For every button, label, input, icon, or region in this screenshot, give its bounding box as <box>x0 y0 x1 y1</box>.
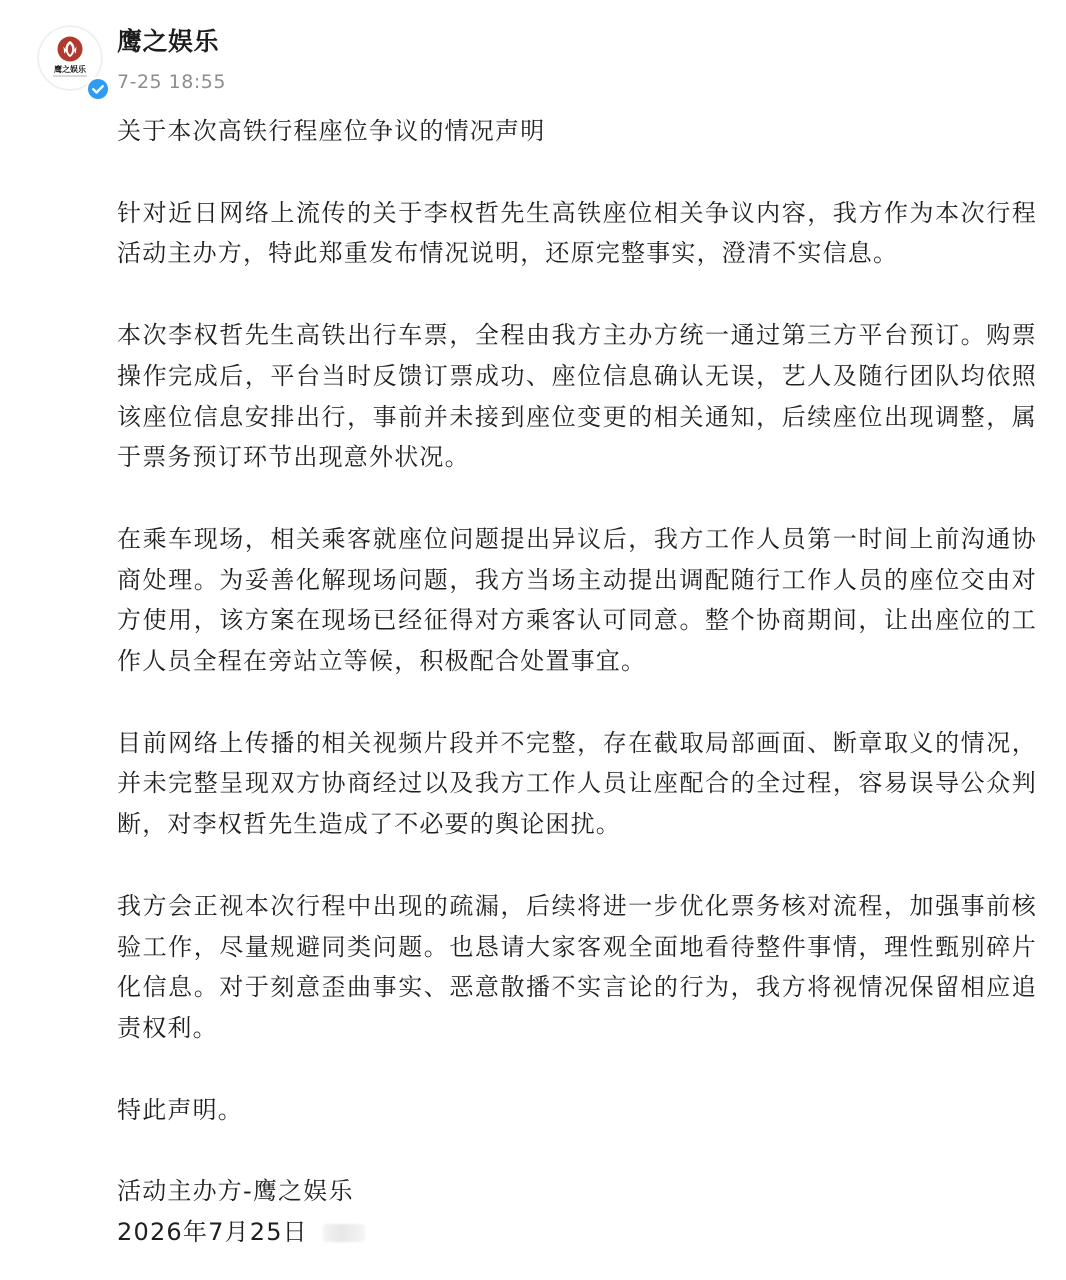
author-name[interactable]: 鹰之娱乐 <box>117 27 220 56</box>
signature-block <box>117 1171 1037 1252</box>
signature-date: 2026年7月25日 <box>117 1218 308 1247</box>
post-header <box>38 26 1028 106</box>
signature-date-row <box>117 1212 365 1253</box>
statement-paragraph: 针对近日网络上流传的关于李权哲先生高铁座位相关争议内容，我方作为本次行程活动主办方，特此郑重发布情况说明，还原完整事实，澄清不实信息。 <box>117 198 1037 268</box>
avatar-divider <box>53 75 87 77</box>
post-timestamp: 7-25 18:55 <box>117 71 226 93</box>
avatar-brand-text: 鹰之娱乐 <box>54 65 86 74</box>
statement-paragraph: 目前网络上传播的相关视频片段并不完整，存在截取局部画面、断章取义的情况，并未完整呈现双方协商经过以及我方工作人员让座配合的全过程，容易误导公众判断，对李权哲先生造成了不必要的舆论困扰。 <box>117 728 1037 839</box>
blurred-watermark <box>323 1224 365 1242</box>
statement-paragraph: 在乘车现场，相关乘客就座位问题提出异议后，我方工作人员第一时间上前沟通协商处理。为妥善化解现场问题，我方当场主动提出调配随行工作人员的座位交由对方使用，该方案在现场已经征得对方乘客认可同意。整个协商期间，让出座位的工作人员全程在旁站立等候，积极配合处置事宜。 <box>117 524 1037 676</box>
post-body <box>117 111 1037 1253</box>
statement-closing: 特此声明。 <box>117 1095 243 1124</box>
verified-badge <box>86 77 110 101</box>
statement-title: 关于本次高铁行程座位争议的情况声明 <box>117 117 546 145</box>
statement-paragraph: 本次李权哲先生高铁出行车票，全程由我方主办方统一通过第三方平台预订。购票操作完成后，平台当时反馈订票成功、座位信息确认无误，艺人及随行团队均依照该座位信息安排出行，事前并未接到座位变更的相关通知，后续座位出现调整，属于票务预订环节出现意外状况。 <box>117 321 1037 472</box>
verified-check-icon <box>87 78 109 100</box>
avatar[interactable] <box>38 26 102 90</box>
signature-organizer: 活动主办方-鹰之娱乐 <box>117 1177 354 1206</box>
eagle-logo-icon <box>56 35 84 63</box>
statement-paragraph: 我方会正视本次行程中出现的疏漏，后续将进一步优化票务核对流程，加强事前核验工作，尽量规避同类问题。也恳请大家客观全面地看待整件事情，理性甄别碎片化信息。对于刻意歪曲事实、恶意散播不实言论的行为，我方将视情况保留相应追责权利。 <box>117 891 1037 1042</box>
